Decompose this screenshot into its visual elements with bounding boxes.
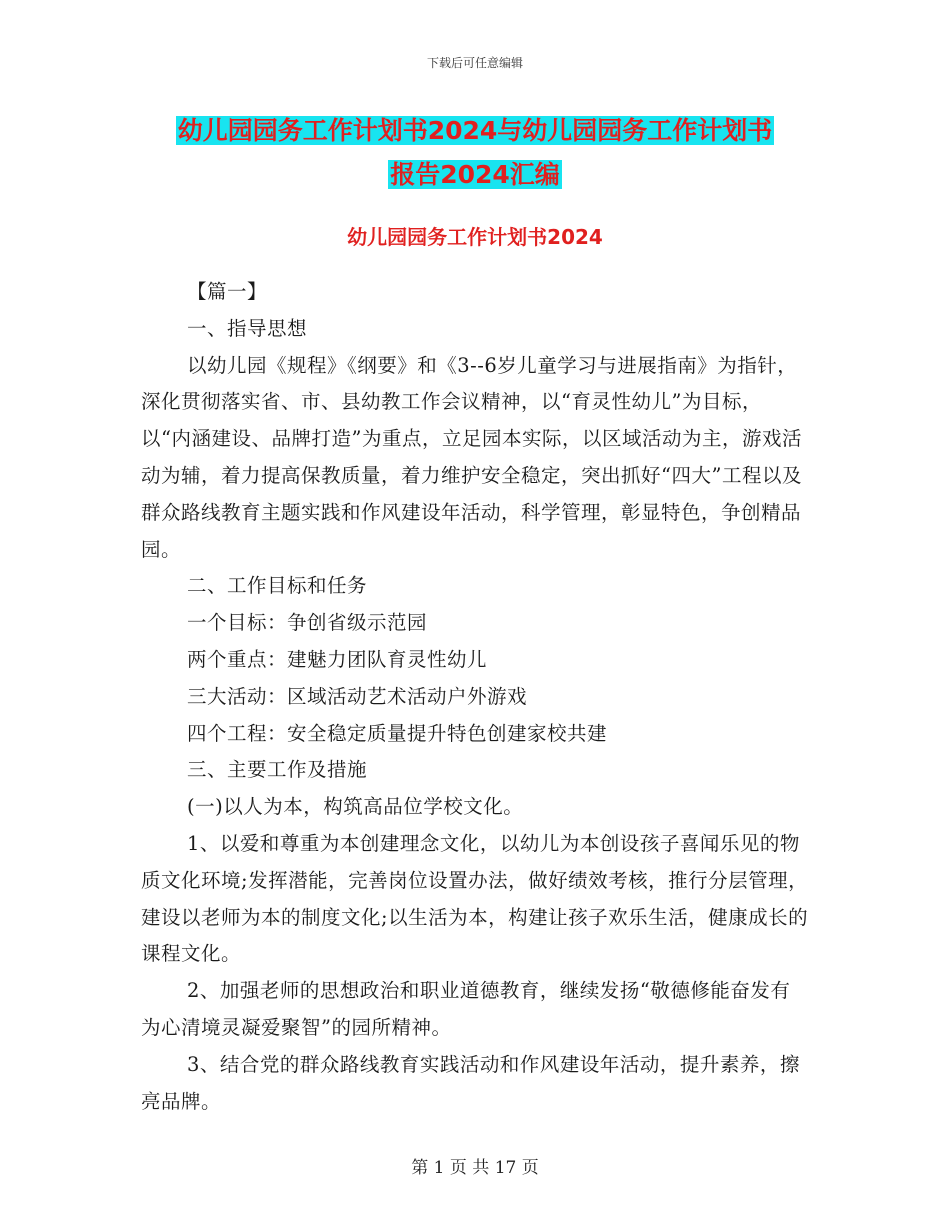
heading-goals-tasks: 二、工作目标和任务 xyxy=(187,574,368,598)
goal-item-2: 两个重点：建魅力团队育灵性幼儿 xyxy=(187,647,488,671)
paragraph-item-2: 2、加强老师的思想政治和职业道德教育，继续发扬“敬德修能奋发有为心清境灵凝爱聚智”的园所精神。 xyxy=(141,979,791,1039)
page-footer: 第 1 页 共 17 页 xyxy=(411,1158,539,1178)
document-title-line-2-text: 报告2024汇编 xyxy=(390,160,560,189)
goal-item-1: 一个目标：争创省级示范园 xyxy=(187,611,428,635)
goal-item-3: 三大活动：区域活动艺术活动户外游戏 xyxy=(187,684,528,708)
document-title-line-1 xyxy=(0,111,950,151)
document-title-line-1-text: 幼儿园园务工作计划书2024与幼儿园园务工作计划书 xyxy=(177,116,773,145)
subheading-people-oriented: (一)以人为本，构筑高品位学校文化。 xyxy=(187,795,524,819)
paragraph-item-1: 1、以爱和尊重为本创建理念文化，以幼儿为本创设孩子喜闻乐见的物质文化环境;发挥潜能，完善岗位设置办法，做好绩效考核，推行分层管理，建设以老师为本的制度文化;以生活为本，构建让孩子欢乐生活，健康成长的课程文化。 xyxy=(141,831,809,966)
document-title-line-2 xyxy=(0,155,950,195)
paragraph-part-label: 【篇一】 xyxy=(187,280,268,303)
section-title: 幼儿园园务工作计划书2024 xyxy=(347,225,603,249)
heading-main-work: 三、主要工作及措施 xyxy=(187,758,368,782)
heading-guiding-thought: 一、指导思想 xyxy=(187,316,308,340)
document-body xyxy=(141,274,809,1120)
page-header-note: 下载后可任意编辑 xyxy=(426,56,523,70)
paragraph-guiding-thought: 以幼儿园《规程》《纲要》和《3--6岁儿童学习与进展指南》为指针，深化贯彻落实省、市、县幼教工作会议精神，以“育灵性幼儿”为目标，以“内涵建设、品牌打造”为重点，立足园本实际，以区域活动为主，游戏活动为辅，着力提高保教质量，着力维护安全稳定，突出抓好“四大”工程以及群众路线教育主题实践和作风建设年活动，科学管理，彰显特色，争创精品园。 xyxy=(141,353,802,561)
goal-item-4: 四个工程：安全稳定质量提升特色创建家校共建 xyxy=(187,721,608,745)
paragraph-item-3: 3、结合党的群众路线教育实践活动和作风建设年活动，提升素养，擦亮品牌。 xyxy=(141,1052,800,1113)
